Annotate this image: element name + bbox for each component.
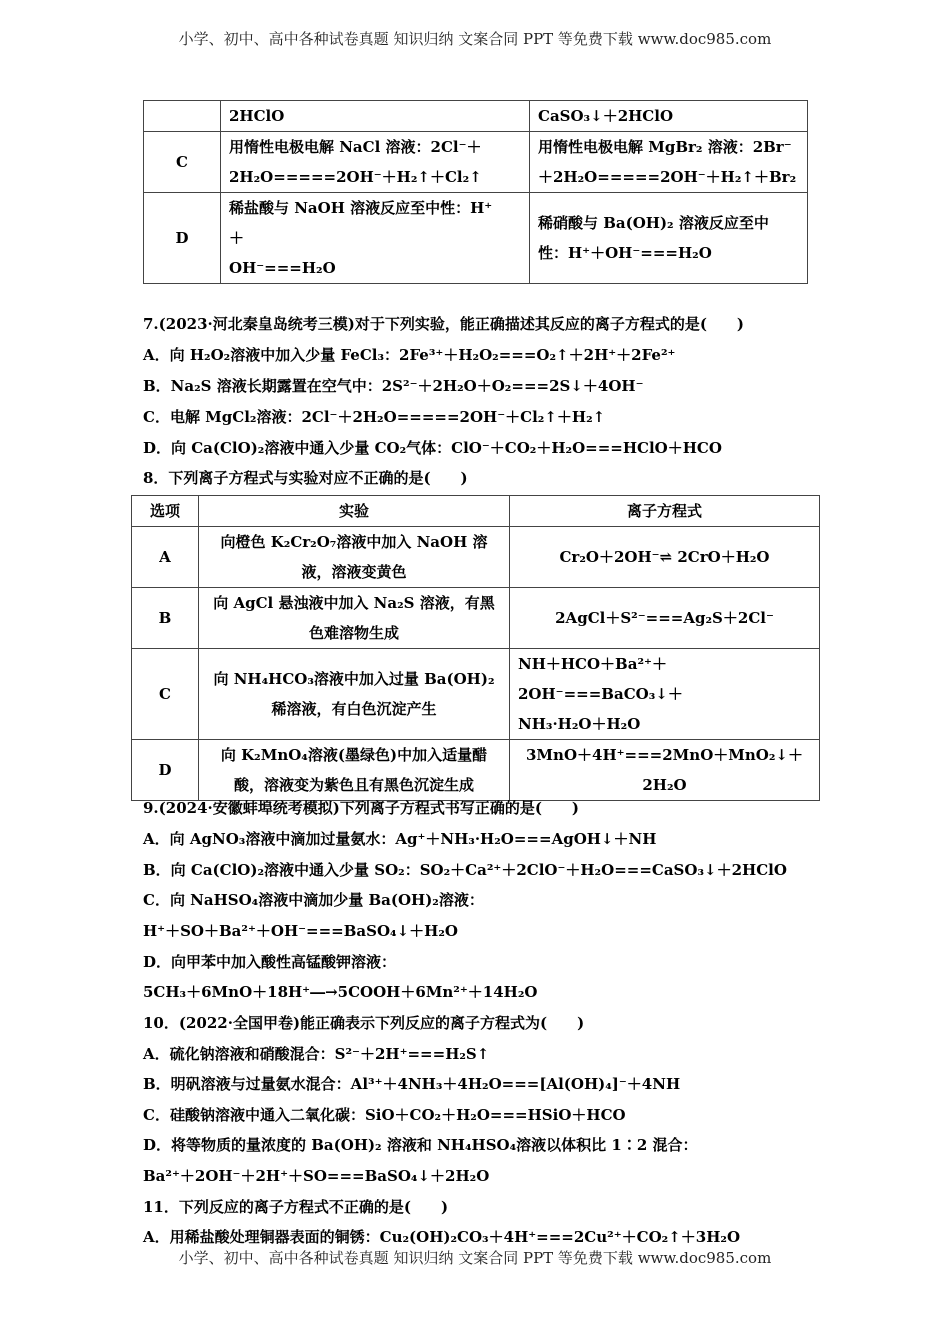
table-row: [132, 527, 820, 588]
table-row: [144, 101, 808, 132]
header-option: 选项: [132, 496, 199, 527]
cell-line: 稀盐酸与 NaOH 溶液反应至中性：H⁺: [229, 199, 493, 217]
question-7-stem: 7.(2023·河北秦皇岛统考三模)对于下列实验，能正确描述其反应的离子方程式的是( ): [143, 315, 745, 333]
cell-line: OH⁻===H₂O: [229, 259, 336, 277]
equation-cell: 3MnO＋4H⁺===2MnO＋MnO₂↓＋2H₂O: [510, 740, 820, 801]
contrast-cell: [530, 132, 808, 193]
options-table-continued: [143, 100, 808, 284]
cell-line: 用惰性电极电解 NaCl 溶液：2Cl⁻＋: [229, 138, 482, 156]
contrast-cell: CaSO₃↓＋2HClO: [530, 101, 808, 132]
question-9-option-c-equation: H⁺＋SO＋Ba²⁺＋OH⁻===BaSO₄↓＋H₂O: [143, 922, 458, 940]
experiment-cell: [199, 740, 510, 801]
question-9-option-d: D．向甲苯中加入酸性高锰酸钾溶液：: [143, 953, 397, 971]
question-9-stem: 9.(2024·安徽蚌埠统考模拟)下列离子方程式书写正确的是( ): [143, 799, 580, 817]
question-7-option-a: A．向 H₂O₂溶液中加入少量 FeCl₃：2Fe³⁺＋H₂O₂===O₂↑＋2H⁺＋2Fe²⁺: [143, 346, 676, 364]
table-row: [132, 588, 820, 649]
cell-line: 性：H⁺＋OH⁻===H₂O: [538, 244, 712, 262]
question-9-option-c: C．向 NaHSO₄溶液中滴加少量 Ba(OH)₂溶液：: [143, 891, 484, 909]
question-10-option-b: B．明矾溶液与过量氨水混合：Al³⁺＋4NH₃＋4H₂O===[Al(OH)₄]⁻＋4NH: [143, 1075, 681, 1093]
cell-line: ＋2H₂O=====2OH⁻＋H₂↑＋Br₂: [538, 168, 797, 186]
cell-line: 稀硝酸与 Ba(OH)₂ 溶液反应至中: [538, 214, 769, 232]
page-header: 小学、初中、高中各种试卷真题 知识归纳 文案合同 PPT 等免费下载 www.doc985.com: [178, 30, 772, 48]
question-9-option-a: A．向 AgNO₃溶液中滴加过量氨水：Ag⁺＋NH₃·H₂O===AgOH↓＋NH: [143, 830, 657, 848]
cell-line: 向橙色 K₂Cr₂O₇溶液中加入 NaOH 溶: [220, 533, 488, 551]
cell-line: 向 AgCl 悬浊液中加入 Na₂S 溶液，有黑: [213, 594, 495, 612]
cell-line: 向 NH₄HCO₃溶液中加入过量 Ba(OH)₂: [213, 670, 495, 688]
option-label: C: [132, 649, 199, 740]
header-experiment: 实验: [199, 496, 510, 527]
cell-line: 液，溶液变黄色: [301, 563, 407, 581]
option-label: D: [132, 740, 199, 801]
table-row: [144, 193, 808, 284]
contrast-cell: [530, 193, 808, 284]
option-label: D: [144, 193, 221, 284]
table-row: [132, 649, 820, 740]
question-8-stem: 8．下列离子方程式与实验对应不正确的是( ): [143, 469, 468, 487]
cell-line: 酸，溶液变为紫色且有黑色沉淀生成: [233, 776, 474, 794]
experiment-cell: 2HClO: [221, 101, 530, 132]
experiment-cell: [199, 588, 510, 649]
question-9-option-d-equation: 5CH₃＋6MnO＋18H⁺―→5COOH＋6Mn²⁺＋14H₂O: [143, 983, 538, 1001]
option-label: C: [144, 132, 221, 193]
cell-line: 2H₂O=====2OH⁻＋H₂↑＋Cl₂↑: [229, 168, 482, 186]
page-footer: 小学、初中、高中各种试卷真题 知识归纳 文案合同 PPT 等免费下载 www.doc985.com: [178, 1249, 772, 1267]
question-10-option-d: D．将等物质的量浓度的 Ba(OH)₂ 溶液和 NH₄HSO₄溶液以体积比 1∶2 混合：: [143, 1136, 698, 1154]
question-7-option-d: D．向 Ca(ClO)₂溶液中通入少量 CO₂气体：ClO⁻＋CO₂＋H₂O===HClO＋HCO: [143, 439, 722, 457]
table-row: [144, 132, 808, 193]
cell-line: NH₃·H₂O＋H₂O: [518, 715, 641, 733]
cell-line: 色难溶物生成: [308, 624, 399, 642]
header-equation: 离子方程式: [510, 496, 820, 527]
question-10-stem: 10．(2022·全国甲卷)能正确表示下列反应的离子方程式为( ): [143, 1014, 585, 1032]
experiment-cell: [221, 193, 530, 284]
option-label: B: [132, 588, 199, 649]
question-10-option-d-equation: Ba²⁺＋2OH⁻＋2H⁺＋SO===BaSO₄↓＋2H₂O: [143, 1167, 490, 1185]
question-11-option-a: A．用稀盐酸处理铜器表面的铜锈：Cu₂(OH)₂CO₃＋4H⁺===2Cu²⁺＋CO₂↑＋3H₂O: [143, 1228, 741, 1246]
question-11-stem: 11．下列反应的离子方程式不正确的是( ): [143, 1198, 449, 1216]
cell-line: 用惰性电极电解 MgBr₂ 溶液：2Br⁻: [538, 138, 792, 156]
cell-line: 向 K₂MnO₄溶液(墨绿色)中加入适量醋: [220, 746, 488, 764]
question-8-table: [131, 495, 820, 801]
equation-cell: 2AgCl＋S²⁻===Ag₂S＋2Cl⁻: [510, 588, 820, 649]
equation-cell: Cr₂O＋2OH⁻⇌ 2CrO＋H₂O: [510, 527, 820, 588]
table-header-row: [132, 496, 820, 527]
cell-line: 稀溶液，有白色沉淀产生: [271, 700, 437, 718]
cell-line: NH＋HCO＋Ba²⁺＋2OH⁻===BaCO₃↓＋: [518, 655, 683, 703]
option-label: A: [132, 527, 199, 588]
table-row: [132, 740, 820, 801]
experiment-cell: [221, 132, 530, 193]
question-10-option-a: A．硫化钠溶液和硝酸混合：S²⁻＋2H⁺===H₂S↑: [143, 1045, 490, 1063]
cell-line: ＋: [229, 229, 245, 247]
question-7-option-c: C．电解 MgCl₂溶液：2Cl⁻＋2H₂O=====2OH⁻＋Cl₂↑＋H₂↑: [143, 408, 606, 426]
option-cell: [144, 101, 221, 132]
question-7-option-b: B．Na₂S 溶液长期露置在空气中：2S²⁻＋2H₂O＋O₂===2S↓＋4OH⁻: [143, 377, 644, 395]
experiment-cell: [199, 527, 510, 588]
experiment-cell: [199, 649, 510, 740]
question-9-option-b: B．向 Ca(ClO)₂溶液中通入少量 SO₂：SO₂＋Ca²⁺＋2ClO⁻＋H₂O===CaSO₃↓＋2HClO: [143, 861, 787, 879]
equation-cell: [510, 649, 820, 740]
question-10-option-c: C．硅酸钠溶液中通入二氧化碳：SiO＋CO₂＋H₂O===HSiO＋HCO: [143, 1106, 626, 1124]
